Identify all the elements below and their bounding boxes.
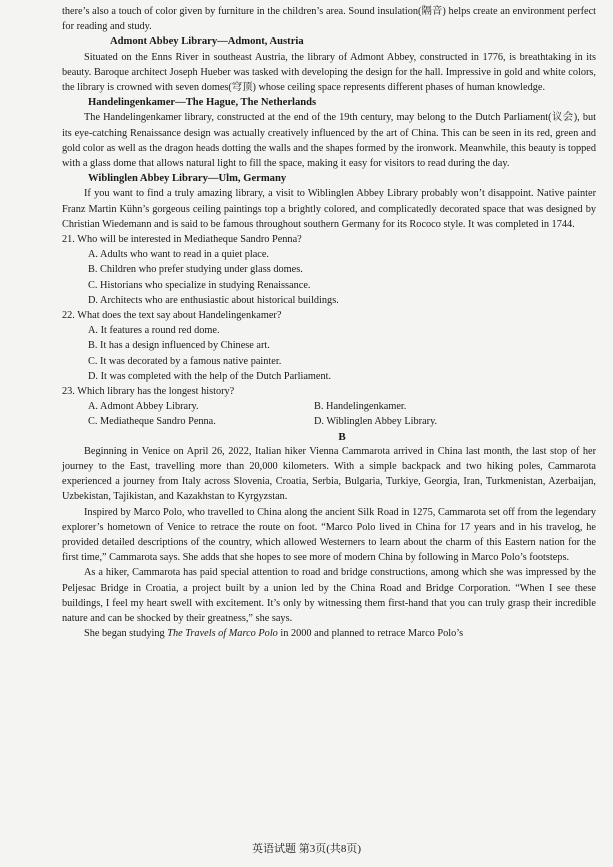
p4-post: in 2000 and planned to retrace Marco Polo’s (277, 628, 464, 640)
intro-paragraph: there’s also a touch of color given by furniture in the children’s area. Sound insulation(隔音) helps create an environment perfect for reading and study. (62, 6, 596, 33)
q21-option-d: D. Architects who are enthusiastic about historical buildings. (88, 294, 339, 306)
q22-option-d: D. It was completed with the help of the Dutch Parliament. (88, 370, 332, 382)
q21-option-a: A. Adults who want to read in a quiet place. (88, 249, 270, 261)
section-b-paragraph-2: Inspired by Marco Polo, who travelled to China along the ancient Silk Road in 1275, Cammarota set off from the legendary explorer’s hometown of Venice to retrace the route on foot. “Marco Polo lived in China for 17 years and in his travelog, he provided detailed descriptions of the country, which allowed Westerners to learn about the charm of this Eastern nation for the first time,” Cammarota says. She adds that she hopes to see more of modern China by following in Marco Polo’s footsteps. (62, 506, 596, 564)
handel-paragraph: The Handelingenkamer library, constructed at the end of the 19th century, may belong to the Dutch Parliament(议会), but its eye-catching Renaissance design was actually creatively influenced by the art of China. This can be seen in its red, green and gold color as well as the dragon heads dotting the walls and the shapes formed by the ironwork. Meanwhile, this beauty is topped with a glass dome that allows natural light to fill the space, making it easy for visitors to read during the day. (62, 112, 596, 170)
q23-option-b: B. Handelingenkamer. (314, 401, 407, 413)
section-b-label: B (338, 430, 346, 443)
q21-option-c: C. Historians who specialize in studying Renaissance. (88, 279, 311, 291)
q23-options-row-1 (88, 399, 596, 414)
admont-paragraph: Situated on the Enns River in southeast Austria, the library of Admont Abbey, constructed in 1776, is breathtaking in its beauty. Baroque architect Joseph Hueber was tasked with developing the design for the hall. Impressive in gold and white colors, the library is crowned with seven domes(穹顶) whose ceiling space represents different phases of human knowledge. (62, 51, 596, 94)
p4-pre: She began studying (84, 628, 168, 640)
handel-heading: Handelingenkamer—The Hague, The Netherlands (88, 97, 317, 109)
section-b-paragraph-3: As a hiker, Cammarota has paid special attention to road and bridge constructions, among which she was impressed by the Peljesac Bridge in Croatia, a project built by a union led by the China Road and Bridge Corporation. “When I see these buildings, I feel my heart swell with excitement. It’s only by witnessing them first-hand that you can truly grasp their incredible nature and can be shocked by their greatness,” she says. (62, 567, 596, 624)
question-21: 21. Who will be interested in Mediatheque Sandro Penna? (62, 234, 302, 246)
question-23: 23. Which library has the longest history? (62, 386, 235, 398)
q21-option-b: B. Children who prefer studying under glass domes. (88, 264, 303, 276)
section-b-paragraph-1: Beginning in Venice on April 26, 2022, Italian hiker Vienna Cammarota arrived in China last month, the last stop of her journey to the East, travelling more than 20,000 kilometers. With a simple backpack and two hiking poles, Cammarota experienced a journey from Italy across Slovenia, Croatia, Serbia, Bulgaria, Turkiye, Georgia, Iran, Turkmenistan, Azerbaijan, Uzbekistan, Tajikistan, and Kazakhstan to Kyrgyzstan. (62, 445, 596, 503)
q22-option-b: B. It has a design influenced by Chinese art. (88, 340, 270, 352)
q22-option-c: C. It was decorated by a famous native painter. (88, 355, 282, 367)
q23-options-row-2 (88, 414, 596, 429)
q23-option-d: D. Wiblinglen Abbey Library. (314, 416, 438, 428)
q22-option-a: A. It features a round red dome. (88, 325, 220, 337)
admont-heading: Admont Abbey Library—Admont, Austria (110, 36, 304, 48)
q23-option-c: C. Mediatheque Sandro Penna. (88, 416, 216, 428)
q23-option-a: A. Admont Abbey Library. (88, 401, 199, 413)
book-title: The Travels of Marco Polo (167, 628, 278, 640)
page-footer: 英语试题 第3页(共8页) (251, 843, 362, 855)
section-b-paragraph-4 (62, 626, 596, 641)
question-22: 22. What does the text say about Handelingenkamer? (62, 310, 282, 322)
wiblingen-heading: Wiblinglen Abbey Library—Ulm, Germany (88, 173, 287, 185)
wiblingen-paragraph: If you want to find a truly amazing library, a visit to Wiblinglen Abbey Library probably won’t disappoint. Native painter Franz Martin Kühn’s gorgeous ceiling paintings top a brightly colored, and complicatedly decorated space that was designed by Christian Wiedemann and is said to be famous throughout southern Germany for its Rococo style. It was completed in 1744. (62, 188, 596, 230)
document-page (62, 4, 596, 641)
